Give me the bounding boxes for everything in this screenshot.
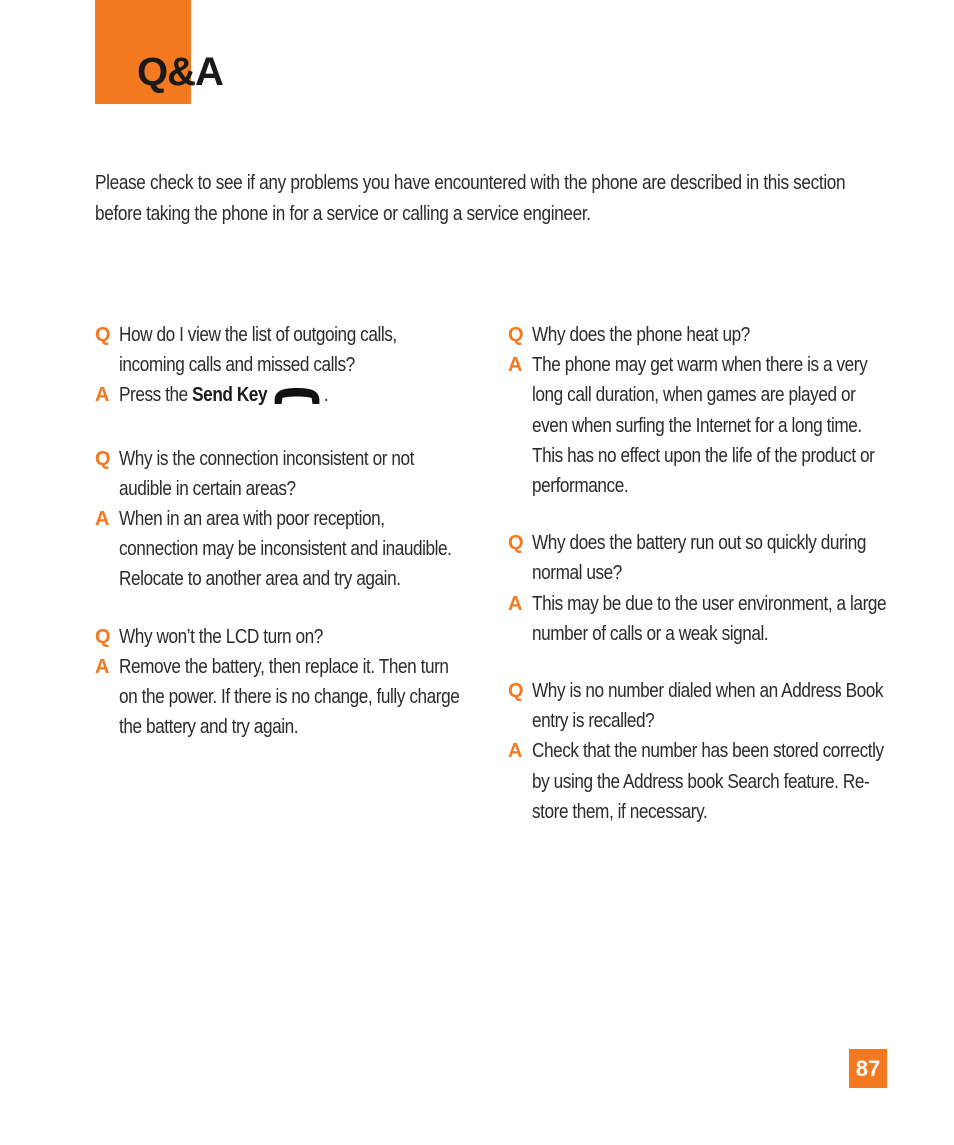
- question-marker: Q: [508, 532, 524, 555]
- answer-marker: A: [508, 592, 523, 615]
- answer-text: Check that the number has been stored correctly by using the Address book Search feature. Re-store them, if necessary.: [532, 740, 884, 823]
- answer-text: [119, 380, 464, 416]
- question-marker: Q: [95, 324, 111, 346]
- answer-suffix: .: [323, 384, 329, 407]
- qa-item: [95, 444, 465, 595]
- qa-item: [95, 622, 465, 743]
- question-text: Why won’t the LCD turn on?: [119, 625, 323, 648]
- question-marker: Q: [95, 625, 111, 648]
- qa-item: [508, 320, 888, 501]
- question-marker: Q: [508, 324, 524, 346]
- answer-marker: A: [95, 508, 110, 531]
- question-text: Why is the connection inconsistent or not audible in certain areas?: [119, 447, 415, 500]
- qa-item: [95, 320, 465, 417]
- answer-text: The phone may get warm when there is a very long call duration, when games are played or even when surfing the Internet for a long time. This has no effect upon the life of the product or performance.: [532, 354, 875, 498]
- answer-prefix: Press the: [119, 384, 193, 407]
- answer-marker: A: [508, 354, 523, 377]
- answer-marker: A: [508, 740, 523, 763]
- answer-text: When in an area with poor reception, connection may be inconsistent and inaudible. Relocate to another area and try again.: [119, 508, 452, 591]
- send-key-label: Send Key: [192, 384, 268, 407]
- qa-item: [508, 676, 888, 827]
- question-text: Why does the phone heat up?: [532, 324, 750, 346]
- question-marker: Q: [95, 447, 111, 470]
- answer-marker: A: [95, 655, 110, 678]
- answer-text: Remove the battery, then replace it. Then turn on the power. If there is no change, fully charge the battery and try again.: [119, 655, 460, 739]
- question-text: Why is no number dialed when an Address Book entry is recalled?: [532, 680, 884, 733]
- intro-paragraph: Please check to see if any problems you have encountered with the phone are described in this section before taking the phone in for a service or calling a service engineer.: [95, 172, 846, 225]
- question-marker: Q: [508, 680, 524, 703]
- question-text: How do I view the list of outgoing calls, incoming calls and missed calls?: [119, 324, 397, 377]
- question-text: Why does the battery run out so quickly during normal use?: [532, 532, 866, 585]
- left-column: [95, 320, 465, 769]
- answer-text: This may be due to the user environment, a large number of calls or a weak signal.: [532, 592, 887, 645]
- page-title: Q&A: [137, 50, 223, 94]
- answer-marker: A: [95, 384, 110, 407]
- send-key-icon: [272, 385, 322, 416]
- right-column: [508, 320, 888, 854]
- page-number: 87: [849, 1049, 887, 1088]
- qa-item: [508, 528, 888, 649]
